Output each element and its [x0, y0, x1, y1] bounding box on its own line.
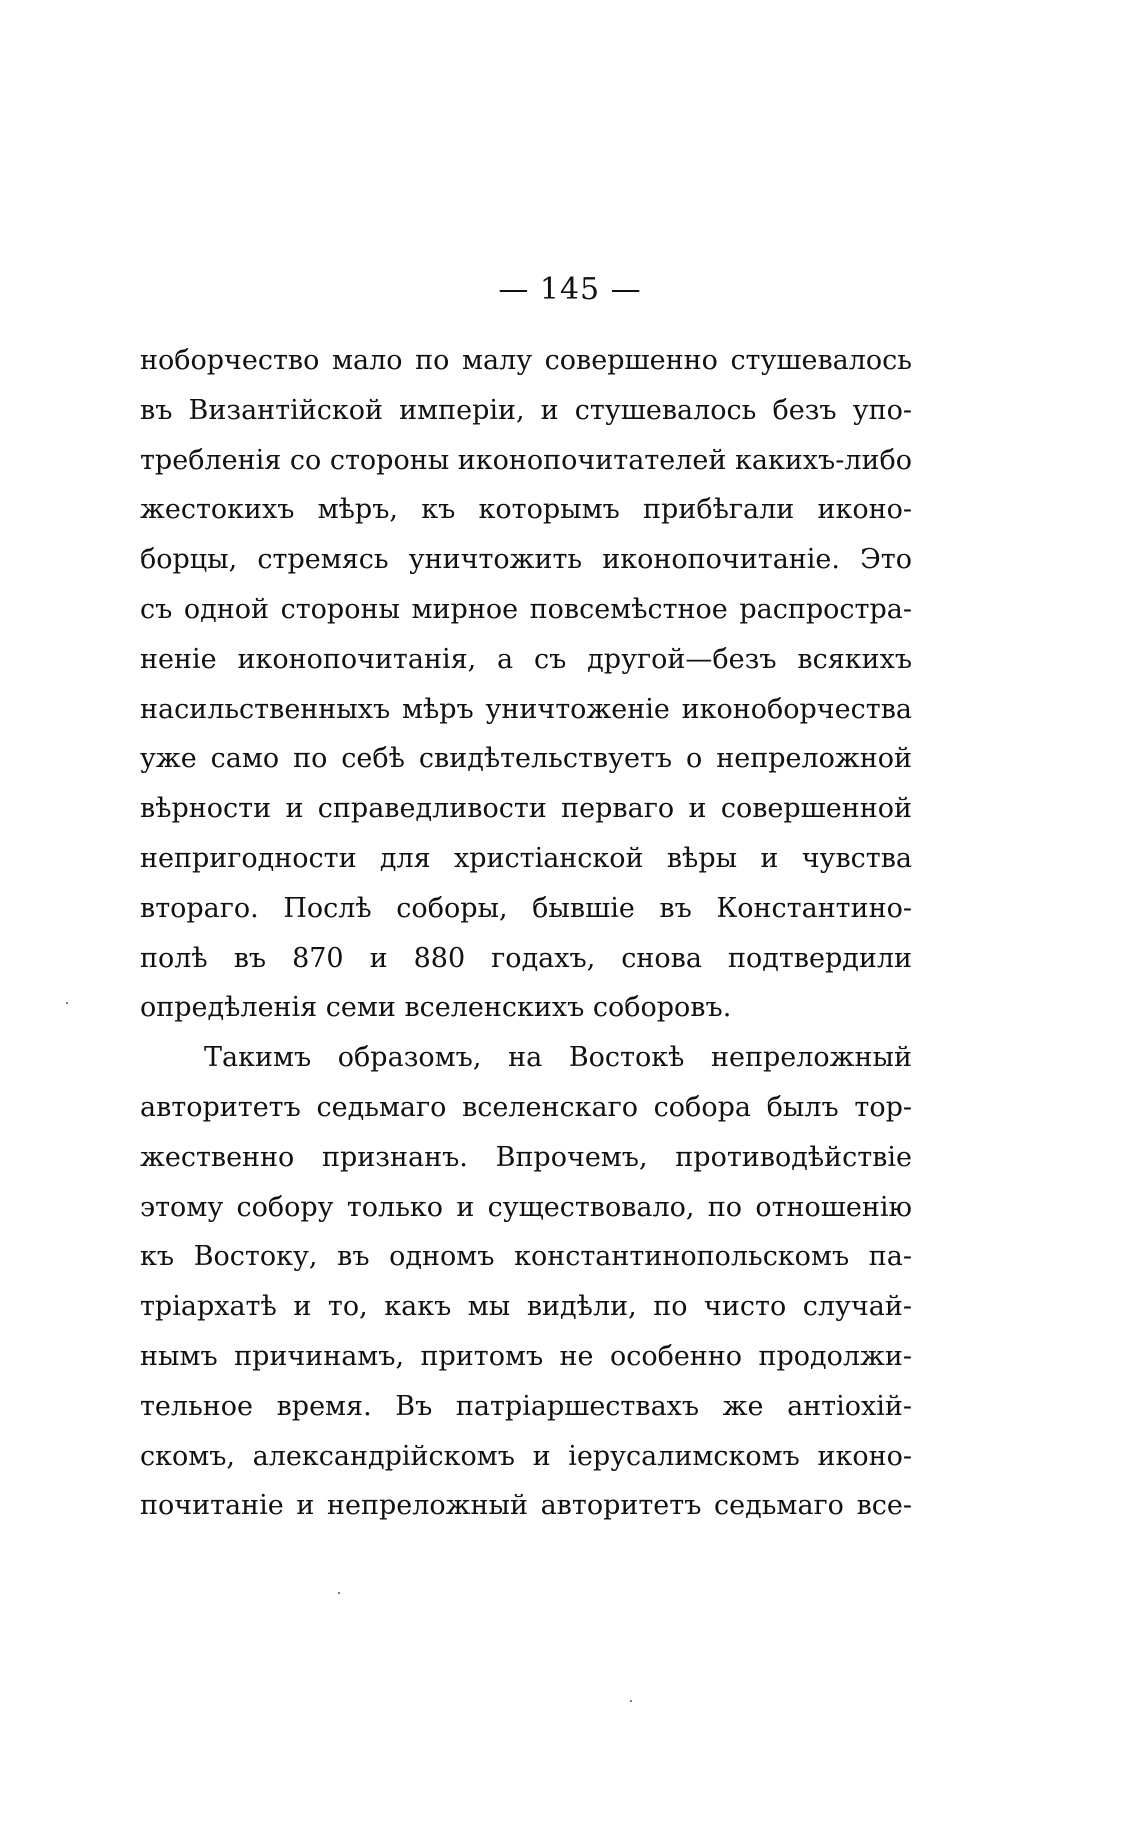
paragraph-first-line: Такимъ образомъ, на Востокѣ непреложный: [204, 1042, 912, 1074]
text-line: почитаніе и непреложный авторитетъ седьмаго все-: [140, 1490, 912, 1522]
text-line: требленія со стороны иконопочитателей какихъ-либо: [140, 444, 912, 476]
text-line: втораго. Послѣ соборы, бывшіе въ Константино-: [140, 892, 912, 924]
paper-speck: [630, 1700, 632, 1702]
text-line: тельное время. Въ патріаршествахъ же антіохій-: [140, 1390, 912, 1422]
text-line: къ Востоку, въ одномъ константинопольскомъ па-: [140, 1241, 912, 1273]
text-line: авторитетъ седьмаго вселенскаго собора былъ тор-: [140, 1091, 912, 1123]
text-line: неніе иконопочитанія, а съ другой—безъ всякихъ: [140, 643, 912, 675]
text-line: уже само по себѣ свидѣтельствуетъ о непреложной: [140, 743, 912, 775]
text-line: съ одной стороны мирное повсемѣстное распростра-: [140, 593, 912, 625]
body-text: [140, 336, 912, 1531]
page-number: — 145 —: [498, 272, 642, 307]
text-line: опредѣленія семи вселенскихъ соборовъ.: [140, 992, 732, 1024]
paper-speck: [66, 1002, 68, 1004]
text-line: жестокихъ мѣръ, къ которымъ прибѣгали иконо-: [140, 494, 912, 526]
text-line: въ Византійской имперіи, и стушевалось безъ упо-: [140, 394, 912, 426]
text-line: тріархатѣ и то, какъ мы видѣли, по чисто случай-: [140, 1291, 912, 1323]
text-line: нымъ причинамъ, притомъ не особенно продолжи-: [140, 1340, 912, 1372]
text-line: ноборчество мало по малу совершенно стушевалось: [140, 345, 912, 376]
text-line: жественно признанъ. Впрочемъ, противодѣйствіе: [140, 1141, 912, 1173]
paper-speck: [338, 1592, 340, 1594]
text-line: скомъ, александрійскомъ и іерусалимскомъ иконо-: [140, 1440, 912, 1472]
text-line: этому собору только и существовало, по отношенію: [140, 1191, 912, 1223]
text-line: полѣ въ 870 и 880 годахъ, снова подтвердили: [140, 942, 912, 974]
text-line: вѣрности и справедливости перваго и совершенной: [140, 793, 912, 825]
text-line: непригодности для христіанской вѣры и чувства: [140, 842, 912, 874]
text-line: насильственныхъ мѣръ уничтоженіе иконоборчества: [140, 693, 912, 725]
text-line: борцы, стремясь уничтожить иконопочитаніе. Это: [140, 544, 912, 576]
